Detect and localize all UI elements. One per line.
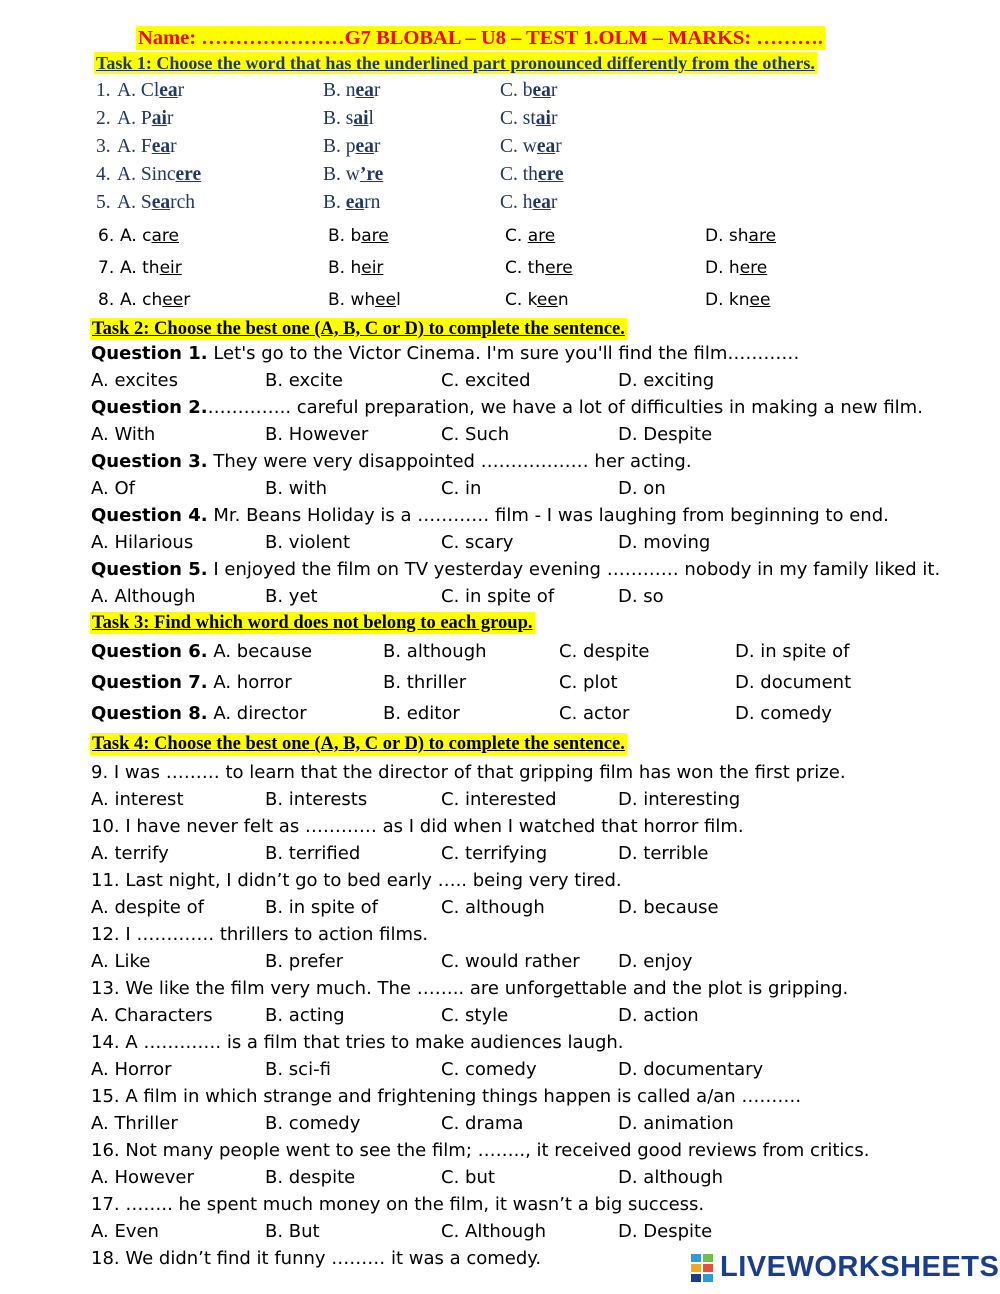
answer-option[interactable]	[328, 289, 401, 311]
underlined-sound: ee	[749, 290, 771, 310]
question-number: 1.	[96, 80, 111, 101]
answer-option[interactable]: A. Hilarious	[91, 532, 194, 553]
option-text-suffix: l	[368, 108, 374, 129]
answer-option[interactable]: B. violent	[265, 532, 350, 553]
underlined-sound: ea	[151, 136, 171, 157]
underlined-sound: ai	[151, 108, 167, 129]
underlined-sound: ea	[532, 192, 551, 213]
option-text-prefix: C. h	[500, 192, 533, 213]
answer-option[interactable]	[117, 135, 177, 159]
option-text-prefix: A. ch	[120, 290, 163, 310]
question-text	[91, 343, 799, 365]
question-label: Question 1.	[91, 343, 208, 364]
option-text-suffix: r	[555, 136, 562, 157]
answer-option[interactable]	[328, 257, 383, 279]
option-text-prefix: D. h	[705, 258, 740, 278]
answer-option[interactable]: B. although	[383, 641, 487, 662]
question-number: 4.	[96, 164, 111, 185]
option-text-suffix: l	[396, 290, 401, 310]
answer-option[interactable]	[117, 107, 173, 131]
underlined-sound: eir	[361, 258, 384, 278]
answer-option[interactable]: C. despite	[559, 641, 650, 662]
underlined-sound: ’re	[359, 164, 384, 185]
answer-option[interactable]	[500, 163, 564, 187]
answer-option[interactable]	[117, 79, 184, 103]
question-label: Question 6.	[91, 641, 208, 662]
question-text	[91, 505, 889, 527]
answer-option[interactable]: A. Characters	[91, 1005, 213, 1026]
question-text	[91, 703, 307, 725]
answer-option[interactable]	[328, 225, 389, 247]
answer-option[interactable]	[705, 289, 770, 311]
question-text	[91, 641, 312, 663]
question-body: Let's go to the Victor Cinema. I'm sure you'll find the film…………	[207, 343, 800, 364]
answer-option[interactable]: B. despite	[265, 1167, 356, 1188]
option-text-prefix: C.	[505, 226, 528, 246]
underlined-sound: ere	[537, 164, 564, 185]
answer-option[interactable]: B. excite	[265, 370, 343, 391]
answer-option[interactable]: D. action	[618, 1005, 699, 1026]
answer-option[interactable]: D. although	[618, 1167, 724, 1188]
answer-option[interactable]: A. Horror	[91, 1059, 172, 1080]
answer-option[interactable]	[500, 79, 557, 103]
option-text-prefix: A. th	[120, 258, 160, 278]
answer-option[interactable]: A. Of	[91, 478, 135, 499]
answer-option[interactable]: C. but	[441, 1167, 495, 1188]
answer-option[interactable]: A. despite of	[91, 897, 204, 918]
answer-option[interactable]: B. But	[265, 1221, 320, 1242]
option-text-prefix: D. sh	[705, 226, 749, 246]
underlined-sound: ea	[536, 136, 556, 157]
underlined-sound: are	[361, 226, 389, 246]
option-text-suffix: n	[557, 290, 569, 310]
question-text: 12. I …………. thrillers to action films.	[91, 924, 429, 945]
answer-option[interactable]: B. thriller	[383, 672, 467, 693]
answer-option[interactable]: D. Despite	[618, 424, 713, 445]
task3-heading: Task 3: Find which word does not belong to each group.	[92, 613, 533, 633]
underlined-sound: eir	[159, 258, 182, 278]
option-text-prefix: C. st	[500, 108, 536, 129]
option-text-suffix: r	[166, 108, 174, 129]
question-text: 16. Not many people went to see the film; …….., it received good reviews from critics.	[91, 1140, 870, 1161]
answer-option[interactable]: A. terrify	[91, 843, 169, 864]
liveworksheets-logo-icon	[690, 1252, 716, 1286]
task4-heading: Task 4: Choose the best one (A, B, C or D) to complete the sentence.	[92, 734, 625, 754]
answer-option[interactable]: C. excited	[441, 370, 531, 391]
answer-option[interactable]: D. terrible	[618, 843, 709, 864]
option-text-prefix: A. P	[117, 108, 152, 129]
question-text	[91, 672, 292, 694]
answer-option[interactable]: D. document	[735, 672, 852, 693]
task1-heading: Task 1: Choose the word that has the underlined part pronounced differently from the others.	[96, 53, 815, 73]
question-text: 14. A …………. is a film that tries to make audiences laugh.	[91, 1032, 624, 1053]
answer-option[interactable]	[120, 225, 179, 247]
answer-option[interactable]: A. because	[207, 641, 313, 662]
answer-option[interactable]: B. interests	[265, 789, 368, 810]
answer-option[interactable]: C. actor	[559, 703, 630, 724]
question-text: 18. We didn’t find it funny ……… it was a comedy.	[91, 1248, 542, 1269]
answer-option[interactable]	[117, 191, 195, 215]
underlined-sound: ai	[353, 108, 369, 129]
answer-option[interactable]: D. on	[618, 478, 666, 499]
question-text	[91, 451, 692, 473]
underlined-sound: ea	[355, 80, 374, 101]
underlined-sound: ere	[545, 258, 573, 278]
answer-option[interactable]	[705, 257, 767, 279]
question-number: 3.	[96, 136, 111, 157]
option-text-suffix: r	[550, 80, 558, 101]
answer-option[interactable]	[500, 135, 562, 159]
option-text-prefix: C. th	[500, 164, 538, 185]
liveworksheets-brand: LIVEWORKSHEETS	[720, 1251, 1000, 1283]
question-body: Mr. Beans Holiday is a ………… film - I was laughing from beginning to end.	[207, 505, 889, 526]
answer-option[interactable]: B. sci-fi	[265, 1059, 331, 1080]
answer-option[interactable]: A. excites	[91, 370, 178, 391]
answer-option[interactable]: B. However	[265, 424, 369, 445]
answer-option[interactable]: B. prefer	[265, 951, 344, 972]
option-text-suffix: r	[170, 136, 177, 157]
question-text	[91, 397, 923, 419]
answer-option[interactable]: D. in spite of	[735, 641, 850, 662]
option-text-prefix: C. th	[505, 258, 546, 278]
question-body: ………….. careful preparation, we have a lot of difficulties in making a new film.	[207, 397, 923, 418]
answer-option[interactable]: D. because	[618, 897, 719, 918]
underlined-sound: ea	[151, 192, 171, 213]
option-text-suffix: r	[550, 108, 558, 129]
underlined-sound: ea	[159, 80, 178, 101]
question-text: 11. Last night, I didn’t go to bed early ….. being very tired.	[91, 870, 622, 891]
question-label: Question 4.	[91, 505, 208, 526]
option-text-prefix: B. h	[328, 258, 362, 278]
question-number: 2.	[96, 108, 111, 129]
underlined-sound: are	[748, 226, 777, 246]
question-label: Question 8.	[91, 703, 208, 724]
option-text-suffix: rch	[170, 192, 195, 213]
option-text-prefix: B.	[323, 192, 346, 213]
answer-option[interactable]: C. Such	[441, 424, 510, 445]
answer-option[interactable]	[505, 257, 573, 279]
answer-option[interactable]: C. drama	[441, 1113, 524, 1134]
option-text-prefix: B. w	[323, 164, 360, 185]
underlined-sound: ee	[536, 290, 558, 310]
answer-option[interactable]: C. style	[441, 1005, 509, 1026]
answer-option[interactable]: A. horror	[207, 672, 292, 693]
answer-option[interactable]: B. yet	[265, 586, 318, 607]
question-label: Question 7.	[91, 672, 208, 693]
question-text: 9. I was ……… to learn that the director of that gripping film has won the first prize.	[91, 762, 846, 783]
answer-option[interactable]	[323, 135, 380, 159]
task2-heading: Task 2: Choose the best one (A, B, C or D) to complete the sentence.	[92, 319, 625, 339]
answer-option[interactable]: A. Like	[91, 951, 151, 972]
question-number: 6.	[98, 226, 115, 246]
answer-option[interactable]	[120, 257, 182, 279]
question-text: 17. …….. he spent much money on the film, it wasn’t a big success.	[91, 1194, 705, 1215]
answer-option[interactable]	[323, 191, 380, 215]
question-text: 13. We like the film very much. The …….. are unforgettable and the plot is gripping.	[91, 978, 849, 999]
question-number: 8.	[98, 290, 115, 310]
answer-option[interactable]: C. would rather	[441, 951, 580, 972]
answer-option[interactable]: A. Even	[91, 1221, 159, 1242]
underlined-sound: ere	[175, 164, 202, 185]
option-text-prefix: C. w	[500, 136, 537, 157]
worksheet-title: Name: …………………G7 BLOBAL – U8 – TEST 1.OLM – MARKS: ……….	[138, 27, 823, 49]
option-text-prefix: A. Cl	[117, 80, 160, 101]
option-text-prefix: A. Sinc	[117, 164, 176, 185]
underlined-sound: ea	[532, 80, 551, 101]
answer-option[interactable]: D. Despite	[618, 1221, 713, 1242]
option-text-suffix: r	[177, 80, 185, 101]
answer-option[interactable]	[505, 225, 555, 247]
answer-option[interactable]: B. terrified	[265, 843, 361, 864]
answer-option[interactable]	[117, 163, 201, 187]
underlined-sound: ere	[739, 258, 768, 278]
question-text: 10. I have never felt as ………… as I did when I watched that horror film.	[91, 816, 744, 837]
answer-option[interactable]: D. exciting	[618, 370, 715, 391]
answer-option[interactable]: C. terrifying	[441, 843, 548, 864]
option-text-suffix: r	[373, 136, 381, 157]
option-text-suffix: r	[550, 192, 558, 213]
answer-option[interactable]	[120, 289, 190, 311]
question-label: Question 2.	[91, 397, 208, 418]
answer-option[interactable]	[500, 191, 557, 215]
option-text-prefix: B. p	[323, 136, 356, 157]
answer-option[interactable]	[500, 107, 557, 131]
answer-option[interactable]: A. director	[207, 703, 307, 724]
question-text	[91, 559, 940, 581]
answer-option[interactable]: B. with	[265, 478, 327, 499]
answer-option[interactable]: D. so	[618, 586, 664, 607]
answer-option[interactable]: B. acting	[265, 1005, 345, 1026]
answer-option[interactable]: B. in spite of	[265, 897, 378, 918]
answer-option[interactable]: D. interesting	[618, 789, 741, 810]
answer-option[interactable]: D. enjoy	[618, 951, 693, 972]
answer-option[interactable]	[323, 163, 383, 187]
option-text-prefix: D. kn	[705, 290, 750, 310]
answer-option[interactable]: C. Although	[441, 1221, 547, 1242]
option-text-prefix: B. b	[328, 226, 362, 246]
question-body: They were very disappointed ……………… her acting.	[207, 451, 692, 472]
question-body: I enjoyed the film on TV yesterday evening ………… nobody in my family liked it.	[207, 559, 941, 580]
option-text-prefix: A. c	[120, 226, 152, 246]
question-text: 15. A film in which strange and frightening things happen is called a/an ……….	[91, 1086, 802, 1107]
answer-option[interactable]	[705, 225, 776, 247]
answer-option[interactable]: B. comedy	[265, 1113, 361, 1134]
answer-option[interactable]	[505, 289, 569, 311]
answer-option[interactable]: C. in	[441, 478, 482, 499]
answer-option[interactable]	[323, 107, 374, 131]
answer-option[interactable]	[323, 79, 380, 103]
option-text-prefix: C. b	[500, 80, 533, 101]
answer-option[interactable]: C. scary	[441, 532, 514, 553]
answer-option[interactable]: D. moving	[618, 532, 711, 553]
answer-option[interactable]: C. comedy	[441, 1059, 537, 1080]
question-label: Question 3.	[91, 451, 208, 472]
answer-option[interactable]: C. interested	[441, 789, 557, 810]
answer-option[interactable]: D. animation	[618, 1113, 734, 1134]
answer-option[interactable]: A. interest	[91, 789, 184, 810]
answer-option[interactable]: C. although	[441, 897, 545, 918]
underlined-sound: are	[527, 226, 556, 246]
option-text-prefix: A. F	[117, 136, 152, 157]
question-number: 5.	[96, 192, 111, 213]
question-label: Question 5.	[91, 559, 208, 580]
answer-option[interactable]: C. in spite of	[441, 586, 555, 607]
answer-option[interactable]: D. documentary	[618, 1059, 764, 1080]
underlined-sound: ee	[375, 290, 397, 310]
answer-option[interactable]: A. With	[91, 424, 156, 445]
underlined-sound: ee	[162, 290, 184, 310]
underlined-sound: ai	[535, 108, 551, 129]
answer-option[interactable]: C. plot	[559, 672, 618, 693]
answer-option[interactable]: A. Thriller	[91, 1113, 178, 1134]
option-text-suffix: r	[183, 290, 191, 310]
underlined-sound: ea	[355, 136, 374, 157]
option-text-prefix: B. n	[323, 80, 356, 101]
answer-option[interactable]: D. comedy	[735, 703, 832, 724]
question-number: 7.	[98, 258, 115, 278]
option-text-prefix: B. wh	[328, 290, 376, 310]
underlined-sound: ea	[345, 192, 365, 213]
underlined-sound: are	[151, 226, 179, 246]
option-text-prefix: B. s	[323, 108, 354, 129]
option-text-prefix: C. k	[505, 290, 537, 310]
answer-option[interactable]: A. However	[91, 1167, 194, 1188]
answer-option[interactable]: A. Although	[91, 586, 196, 607]
answer-option[interactable]: B. editor	[383, 703, 460, 724]
option-text-suffix: rn	[364, 192, 381, 213]
option-text-suffix: r	[373, 80, 381, 101]
option-text-prefix: A. S	[117, 192, 152, 213]
